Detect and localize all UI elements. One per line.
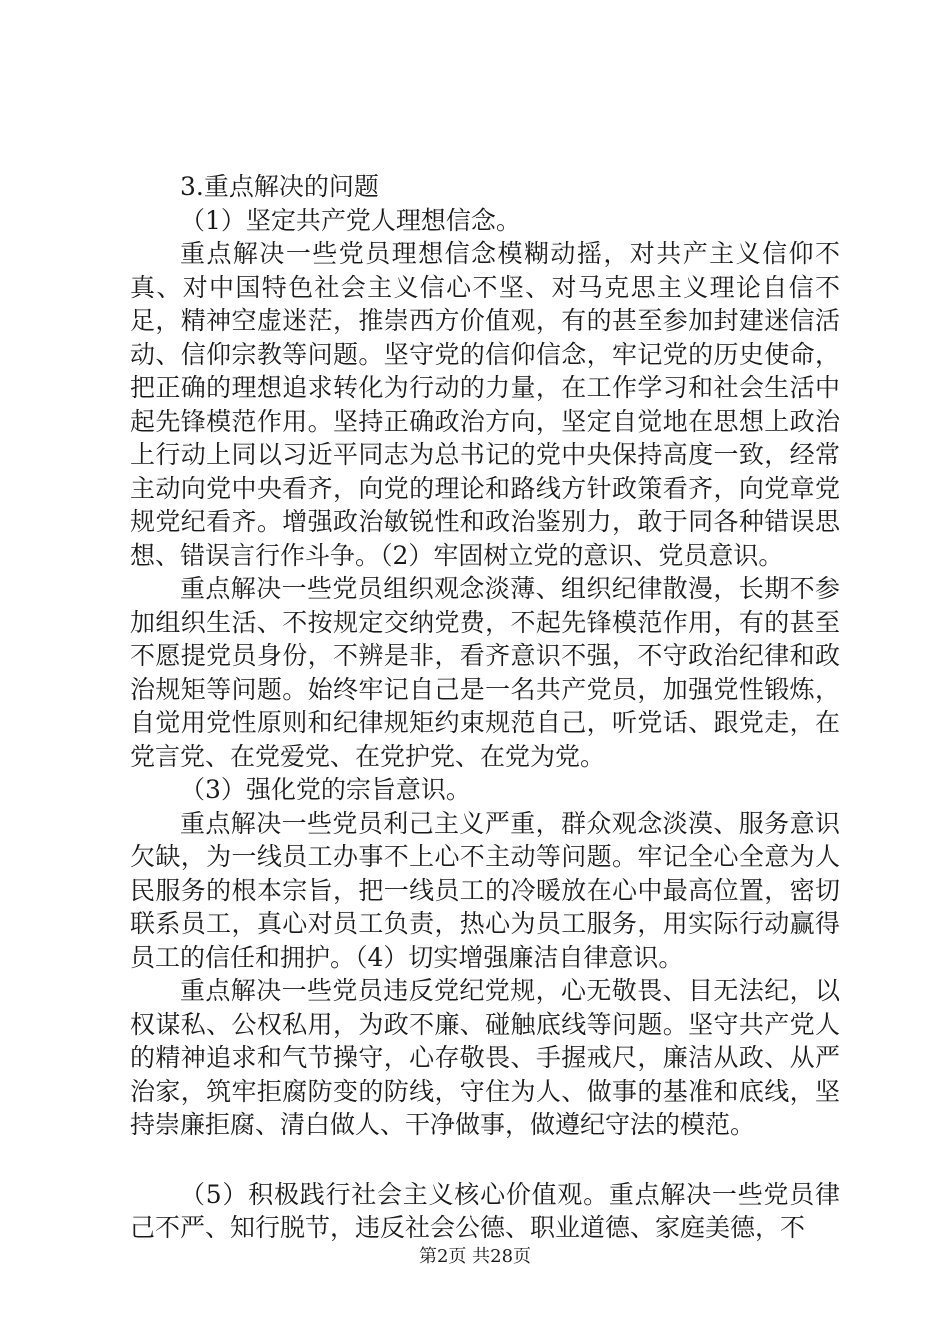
page-footer: 第2页 共28页 bbox=[418, 1246, 532, 1267]
paragraph-4: 重点解决一些党员违反党纪党规，心无敬畏、目无法纪，以权谋私、公权私用，为政不廉、碰触底线等问题。坚守共产党人的精神追求和气节操守，心存敬畏、手握戒尺，廉洁从政、从严治家，筑牢拒腐防变的防线，守住为人、做事的基准和底线，坚持崇廉拒腐、清白做人、干净做事，做遵纪守法的模范。 bbox=[130, 976, 840, 1139]
paragraph-3: 重点解决一些党员利己主义严重，群众观念淡漠、服务意识欠缺，为一线员工办事不上心不主动等问题。牢记全心全意为人民服务的根本宗旨，把一线员工的冷暖放在心中最高位置，密切联系员工，真心对员工负责，热心为员工服务，用实际行动赢得员工的信任和拥护。（4）切实增强廉洁自律意识。 bbox=[130, 808, 840, 972]
paragraph-5: （5）积极践行社会主义核心价值观。重点解决一些党员律己不严、知行脱节，违反社会公德、职业道德、家庭美德，不 bbox=[130, 1179, 840, 1242]
paragraph-2: 重点解决一些党员组织观念淡薄、组织纪律散漫，长期不参加组织生活、不按规定交纳党费，不起先锋模范作用，有的甚至不愿提党员身份，不辨是非，看齐意识不强，不守政治纪律和政治规矩等问题。始终牢记自己是一名共产党员，加强党性锻炼，自觉用党性原则和纪律规矩约束规范自己，听党话、跟党走，在党言党、在党爱党、在党护党、在党为党。 bbox=[130, 574, 840, 771]
subheading-1: （1）坚定共产党人理想信念。 bbox=[180, 205, 521, 235]
section-heading: 3.重点解决的问题 bbox=[180, 172, 379, 201]
subheading-3: （3）强化党的宗旨意识。 bbox=[180, 775, 471, 804]
document-body bbox=[130, 170, 840, 1245]
paragraph-1: 重点解决一些党员理想信念模糊动摇，对共产主义信仰不真、对中国特色社会主义信心不坚、对马克思主义理论自信不足，精神空虚迷茫，推崇西方价值观，有的甚至参加封建迷信活动、信仰宗教等问题。坚守党的信仰信念，牢记党的历史使命，把正确的理想追求转化为行动的力量，在工作学习和社会生活中起先锋模范作用。坚持正确政治方向，坚定自觉地在思想上政治上行动上同以习近平同志为总书记的党中央保持高度一致，经常主动向党中央看齐，向党的理论和路线方针政策看齐，向党章党规党纪看齐。增强政治敏锐性和政治鉴别力，敢于同各种错误思想、错误言行作斗争。（2）牢固树立党的意识、党员意识。 bbox=[130, 239, 840, 570]
